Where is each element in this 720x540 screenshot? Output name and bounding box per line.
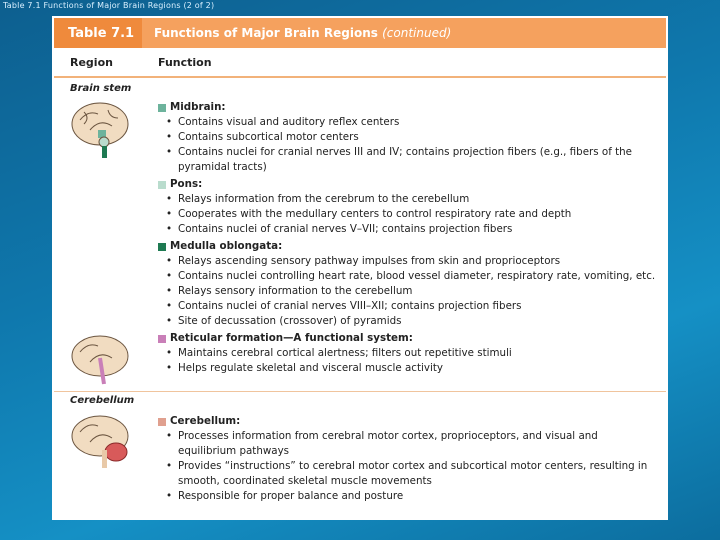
section-divider: [54, 391, 666, 392]
bullet-item: • Cooperates with the medullary centers to control respiratory rate and depth: [158, 207, 663, 222]
header-divider: [54, 76, 666, 78]
color-key-square-icon: [158, 104, 166, 112]
bullet-continuation: pyramidal tracts): [178, 161, 267, 173]
bullet-item: • Contains nuclei of cranial nerves VIII–XII; contains projection fibers: [158, 299, 663, 314]
col-region: Region: [70, 56, 113, 69]
bullet-item: • Contains subcortical motor centers: [158, 130, 663, 145]
table-title-text: Functions of Major Brain Regions: [154, 26, 378, 40]
bullet-item: • Maintains cerebral cortical alertness; filters out repetitive stimuli: [158, 346, 663, 361]
region-label: Brain stem: [70, 83, 132, 94]
function-group-heading: [158, 177, 663, 192]
function-group-heading: [158, 100, 663, 115]
function-group-heading: [158, 239, 663, 254]
bullet-item: • Contains nuclei of cranial nerves V–VII; contains projection fibers: [158, 222, 663, 237]
function-group-heading: [158, 414, 663, 429]
table-title-suffix: (continued): [382, 26, 452, 40]
bullet-item: • Contains nuclei controlling heart rate, blood vessel diameter, respiratory rate, vomiting, etc.: [158, 269, 663, 284]
col-function: Function: [158, 56, 212, 69]
bullet-item: • Provides “instructions” to cerebral motor cortex and subcortical motor centers, resulting in: [158, 459, 663, 474]
bullet-item: • Contains visual and auditory reflex centers: [158, 115, 663, 130]
brain-cerebellum-image: [70, 414, 134, 474]
function-group-name: Pons:: [170, 178, 203, 190]
function-group-heading: [158, 331, 663, 346]
table-title: [142, 26, 451, 40]
function-group-name: Cerebellum:: [170, 415, 241, 427]
bullet-item: • Relays ascending sensory pathway impulses from skin and proprioceptors: [158, 254, 663, 269]
function-list-brain-stem: [158, 100, 663, 376]
color-key-square-icon: [158, 335, 166, 343]
bullet-item: • Relays sensory information to the cerebellum: [158, 284, 663, 299]
table-header: [54, 18, 666, 48]
slide-title: Table 7.1 Functions of Major Brain Regions (2 of 2): [3, 1, 215, 10]
color-key-square-icon: [158, 243, 166, 251]
bullet-continuation: equilibrium pathways: [178, 445, 290, 457]
function-group-name: Midbrain:: [170, 101, 226, 113]
bullet-continuation: smooth, coordinated skeletal muscle movements: [178, 475, 432, 487]
table-panel: [52, 16, 668, 520]
table-number: Table 7.1: [54, 18, 142, 48]
bullet-item: • Helps regulate skeletal and visceral muscle activity: [158, 361, 663, 376]
bullet-item: • Relays information from the cerebrum to the cerebellum: [158, 192, 663, 207]
function-list-cerebellum: [158, 414, 663, 504]
bullet-item: • Processes information from cerebral motor cortex, proprioceptors, and visual and: [158, 429, 663, 444]
bullet-item: • Site of decussation (crossover) of pyramids: [158, 314, 663, 329]
function-group-name: Medulla oblongata:: [170, 240, 283, 252]
function-group-name: Reticular formation—A functional system:: [170, 332, 413, 344]
brain-reticular-image: [70, 334, 134, 386]
region-label: Cerebellum: [70, 395, 135, 406]
brain-midbrain-image: [70, 100, 134, 162]
bullet-item: • Contains nuclei for cranial nerves III and IV; contains projection fibers (e.g., fibers of the: [158, 145, 663, 160]
bullet-item: • Responsible for proper balance and posture: [158, 489, 663, 504]
color-key-square-icon: [158, 181, 166, 189]
color-key-square-icon: [158, 418, 166, 426]
